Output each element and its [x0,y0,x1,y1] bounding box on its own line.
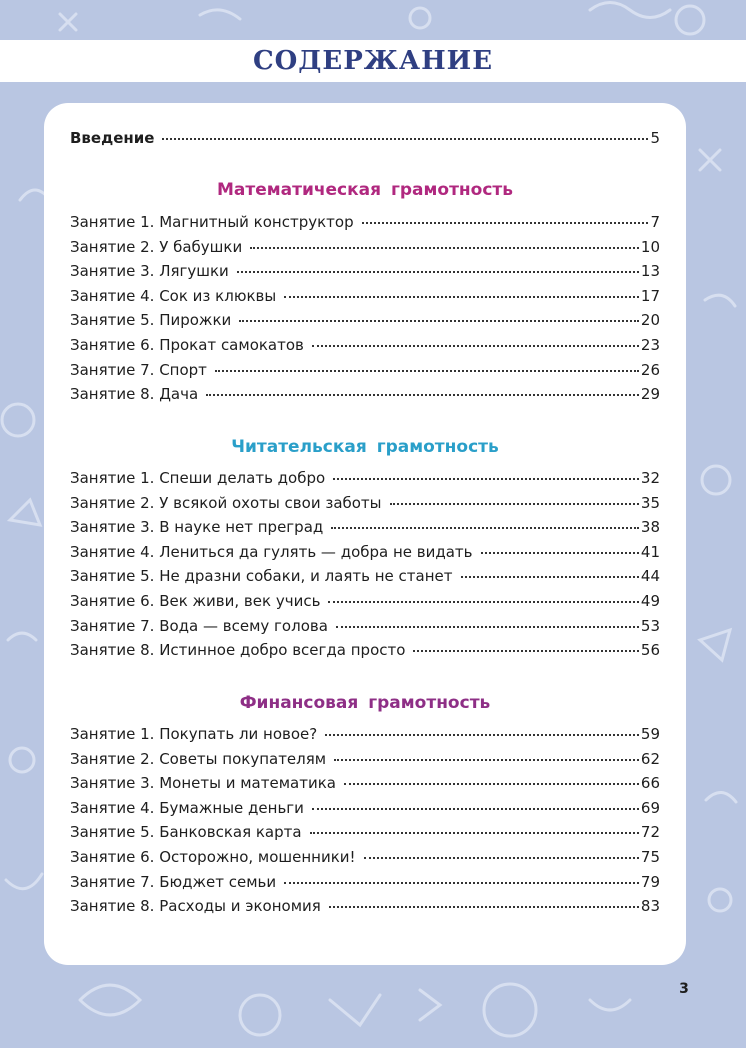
toc-item[interactable] [70,567,660,589]
toc-item[interactable] [70,617,660,639]
toc-label: Занятие 1. Спеши делать добро [70,469,326,487]
toc-page: 23 [640,336,660,354]
toc-page: 32 [640,469,660,487]
dot-leader [162,138,648,140]
contents-card [44,103,686,965]
toc-page: 35 [640,493,660,512]
title-band [0,40,746,82]
dot-leader [336,626,639,628]
toc-item[interactable] [70,750,660,772]
toc-label: Занятие 4. Сок из клюквы [70,286,277,305]
toc-label: Занятие 3. В науке нет преград [70,518,324,537]
dot-leader [329,906,639,908]
toc-item[interactable] [70,287,660,309]
toc-label: Занятие 7. Бюджет семьи [70,872,277,891]
section-heading-finance: Финансовая грамотность [239,693,491,713]
toc-label: Занятие 2. У всякой охоты свои заботы [70,493,382,512]
dot-leader [325,734,639,736]
dot-leader [364,857,639,859]
toc-label: Занятие 6. Век живи, век учись [70,592,321,610]
toc-page: 41 [640,542,660,561]
toc-page: 7 [650,213,660,231]
toc-label: Занятие 8. Дача [70,385,199,404]
page-number: 3 [679,981,689,997]
section-heading-reading: Читательская грамотность [231,437,499,457]
page-title: СОДЕРЖАНИЕ [252,46,494,76]
toc-item[interactable] [70,262,660,284]
toc-label: Занятие 2. У бабушки [70,237,243,256]
toc-item[interactable] [70,213,660,235]
toc-item[interactable] [70,543,660,565]
toc-page: 53 [640,616,660,635]
toc-label: Занятие 5. Не дразни собаки, и лаять не станет [70,567,453,586]
toc-item[interactable] [70,469,660,491]
dot-leader [239,320,639,322]
toc-label: Занятие 3. Монеты и математика [70,774,336,793]
toc-page: 56 [640,641,660,660]
dot-leader [390,503,639,505]
dot-leader [413,650,639,652]
toc-label: Занятие 7. Спорт [70,360,207,379]
toc-item[interactable] [70,725,660,747]
dot-leader [333,478,639,480]
toc-item[interactable] [70,897,660,919]
toc-page: 26 [640,360,660,379]
toc-intro[interactable] [70,129,660,151]
toc-item[interactable] [70,336,660,358]
toc-item[interactable] [70,848,660,870]
toc-item[interactable] [70,494,660,516]
toc-label: Занятие 5. Пирожки [70,311,232,330]
toc-label: Занятие 6. Прокат самокатов [70,336,304,354]
toc-page: 38 [640,518,660,537]
toc-page: 69 [640,798,660,817]
section-heading-math: Математическая грамотность [216,180,514,200]
toc-label: Занятие 4. Бумажные деньги [70,798,304,817]
toc-label: Занятие 3. Лягушки [70,262,229,281]
toc-label: Занятие 8. Истинное добро всегда просто [70,641,406,660]
toc-page: 75 [640,848,660,866]
toc-page: 29 [640,385,660,404]
dot-leader [206,394,639,396]
dot-leader [284,882,639,884]
toc-item[interactable] [70,311,660,333]
dot-leader [312,345,639,347]
toc-page: 5 [650,129,660,147]
dot-leader [362,222,649,224]
toc-label: Введение [70,129,155,147]
dot-leader [481,552,639,554]
dot-leader [312,808,639,810]
toc-label: Занятие 7. Вода — всему голова [70,616,328,635]
dot-leader [344,783,639,785]
toc-item[interactable] [70,774,660,796]
toc-label: Занятие 4. Лениться да гулять — добра не видать [70,542,473,561]
toc-page: 17 [640,286,660,305]
toc-item[interactable] [70,823,660,845]
toc-label: Занятие 6. Осторожно, мошенники! [70,848,356,866]
toc-page: 72 [640,823,660,842]
toc-page: 20 [640,311,660,330]
toc-item[interactable] [70,385,660,407]
dot-leader [250,247,639,249]
dot-leader [334,759,639,761]
toc-page: 83 [640,897,660,916]
toc-page: 62 [640,749,660,768]
toc-label: Занятие 5. Банковская карта [70,823,302,842]
toc-item[interactable] [70,238,660,260]
toc-page: 44 [640,567,660,586]
toc-item[interactable] [70,361,660,383]
dot-leader [215,370,639,372]
toc-page: 79 [640,872,660,891]
dot-leader [328,601,638,603]
dot-leader [310,832,639,834]
toc-page: 49 [640,592,660,610]
toc-label: Занятие 1. Магнитный конструктор [70,213,354,231]
dot-leader [284,296,639,298]
toc-page: 66 [640,774,660,793]
dot-leader [331,527,639,529]
toc-label: Занятие 8. Расходы и экономия [70,897,321,916]
toc-label: Занятие 1. Покупать ли новое? [70,725,318,743]
toc-item[interactable] [70,873,660,895]
toc-item[interactable] [70,518,660,540]
toc-page: 59 [640,725,660,743]
toc-page: 13 [640,262,660,281]
dot-leader [461,576,639,578]
toc-item[interactable] [70,799,660,821]
toc-page: 10 [640,237,660,256]
toc-item[interactable] [70,592,660,614]
toc-label: Занятие 2. Советы покупателям [70,749,327,768]
toc-item[interactable] [70,641,660,663]
dot-leader [237,271,639,273]
